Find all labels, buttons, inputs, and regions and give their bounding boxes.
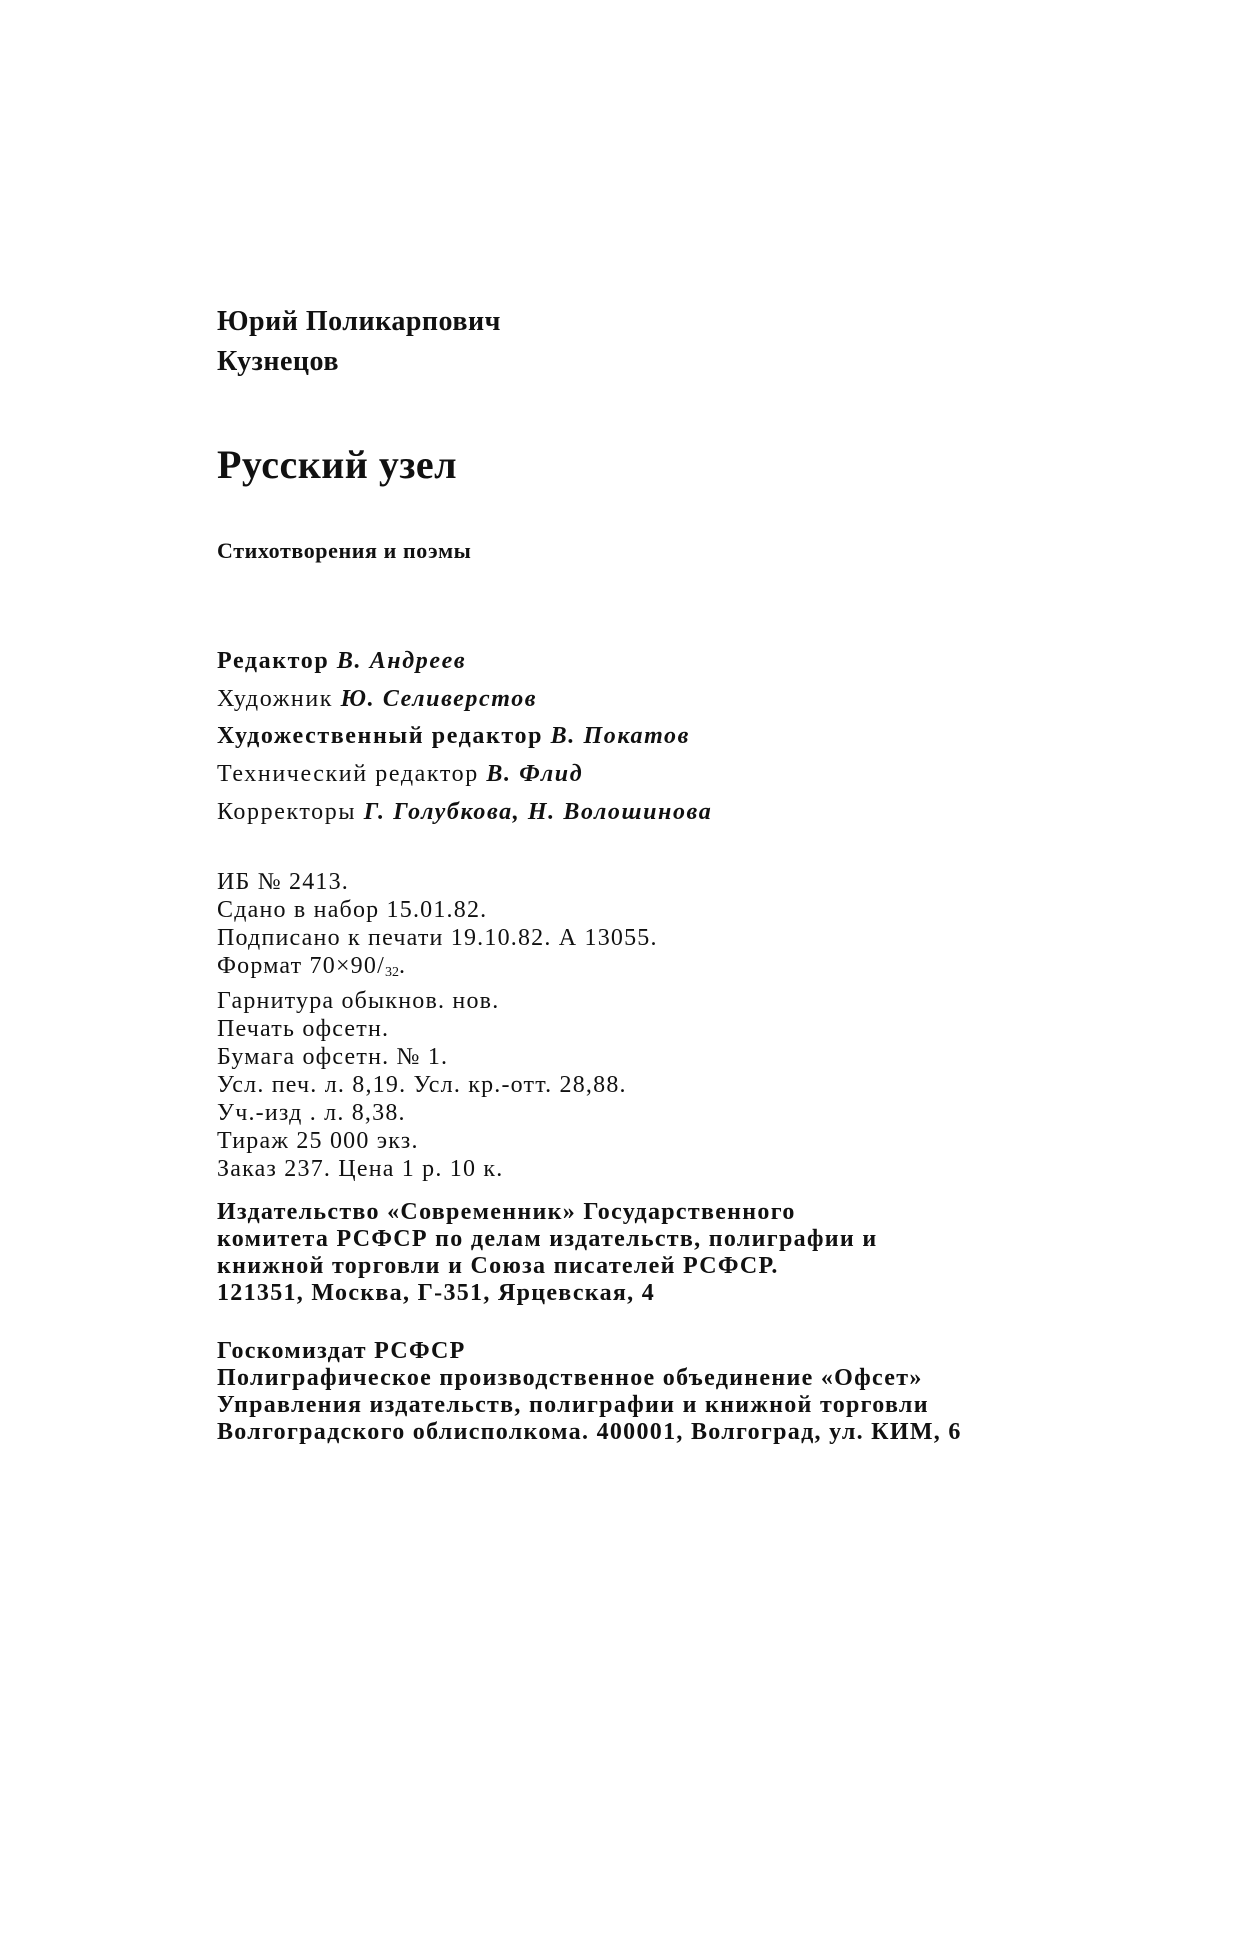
publisher-line: комитета РСФСР по делам издательств, полиграфии и xyxy=(217,1226,878,1252)
imprint-submitted: Сдано в набор 15.01.82. xyxy=(217,897,488,923)
imprint-block xyxy=(217,868,658,1183)
credit-role: Художник xyxy=(217,686,334,712)
credit-name: В. Андреев xyxy=(336,648,467,674)
credit-proofreaders xyxy=(217,800,712,824)
credit-role: Художественный редактор xyxy=(217,723,544,749)
imprint-format-sub: 32 xyxy=(384,965,399,980)
imprint-order: Заказ 237. Цена 1 р. 10 к. xyxy=(217,1156,504,1182)
printer-address: Волгоградского облисполкома. 400001, Волгоград, ул. КИМ, 6 xyxy=(217,1419,962,1445)
author-first-name: Юрий Поликарпович xyxy=(217,306,501,337)
publisher-line: Издательство «Современник» Государственного xyxy=(217,1199,796,1225)
publisher-block xyxy=(217,1199,877,1307)
book-title: Русский узел xyxy=(217,442,458,487)
credit-tech-editor xyxy=(217,762,583,786)
credit-name: Ю. Селиверстов xyxy=(340,686,538,712)
credit-role: Корректоры xyxy=(217,799,357,825)
imprint-format-suffix: . xyxy=(398,953,407,979)
imprint-print-run: Тираж 25 000 экз. xyxy=(217,1128,419,1154)
imprint-typeface: Гарнитура обыкнов. нов. xyxy=(217,988,500,1014)
credit-name: В. Покатов xyxy=(550,723,690,749)
publisher-line: книжной торговли и Союза писателей РСФСР. xyxy=(217,1253,779,1279)
credit-art-editor xyxy=(217,724,690,748)
imprint-format xyxy=(217,952,658,987)
imprint-signed: Подписано к печати 19.10.82. А 13055. xyxy=(217,925,658,951)
imprint-sheets: Усл. печ. л. 8,19. Усл. кр.-отт. 28,88. xyxy=(217,1072,627,1098)
printer-line: Полиграфическое производственное объединение «Офсет» xyxy=(217,1365,923,1391)
imprint-format-prefix: Формат 70×90/ xyxy=(217,953,385,979)
printer-line: Управления издательств, полиграфии и книжной торговли xyxy=(217,1392,929,1418)
credit-name: В. Флид xyxy=(486,761,584,787)
credit-editor xyxy=(217,649,466,673)
credit-name: Г. Голубкова, Н. Волошинова xyxy=(363,799,713,825)
credit-role: Редактор xyxy=(217,648,330,674)
imprint-ib: ИБ № 2413. xyxy=(217,869,350,895)
imprint-edition-sheets: Уч.-изд . л. 8,38. xyxy=(217,1100,406,1126)
credit-role: Технический редактор xyxy=(217,761,479,787)
author-last-name: Кузнецов xyxy=(217,346,339,377)
imprint-paper: Бумага офсетн. № 1. xyxy=(217,1044,449,1070)
printer-block xyxy=(217,1338,962,1446)
imprint-printing: Печать офсетн. xyxy=(217,1016,390,1042)
publisher-address: 121351, Москва, Г-351, Ярцевская, 4 xyxy=(217,1280,656,1306)
printer-line: Госкомиздат РСФСР xyxy=(217,1338,466,1364)
book-subtitle: Стихотворения и поэмы xyxy=(217,538,472,563)
credit-artist xyxy=(217,687,537,711)
